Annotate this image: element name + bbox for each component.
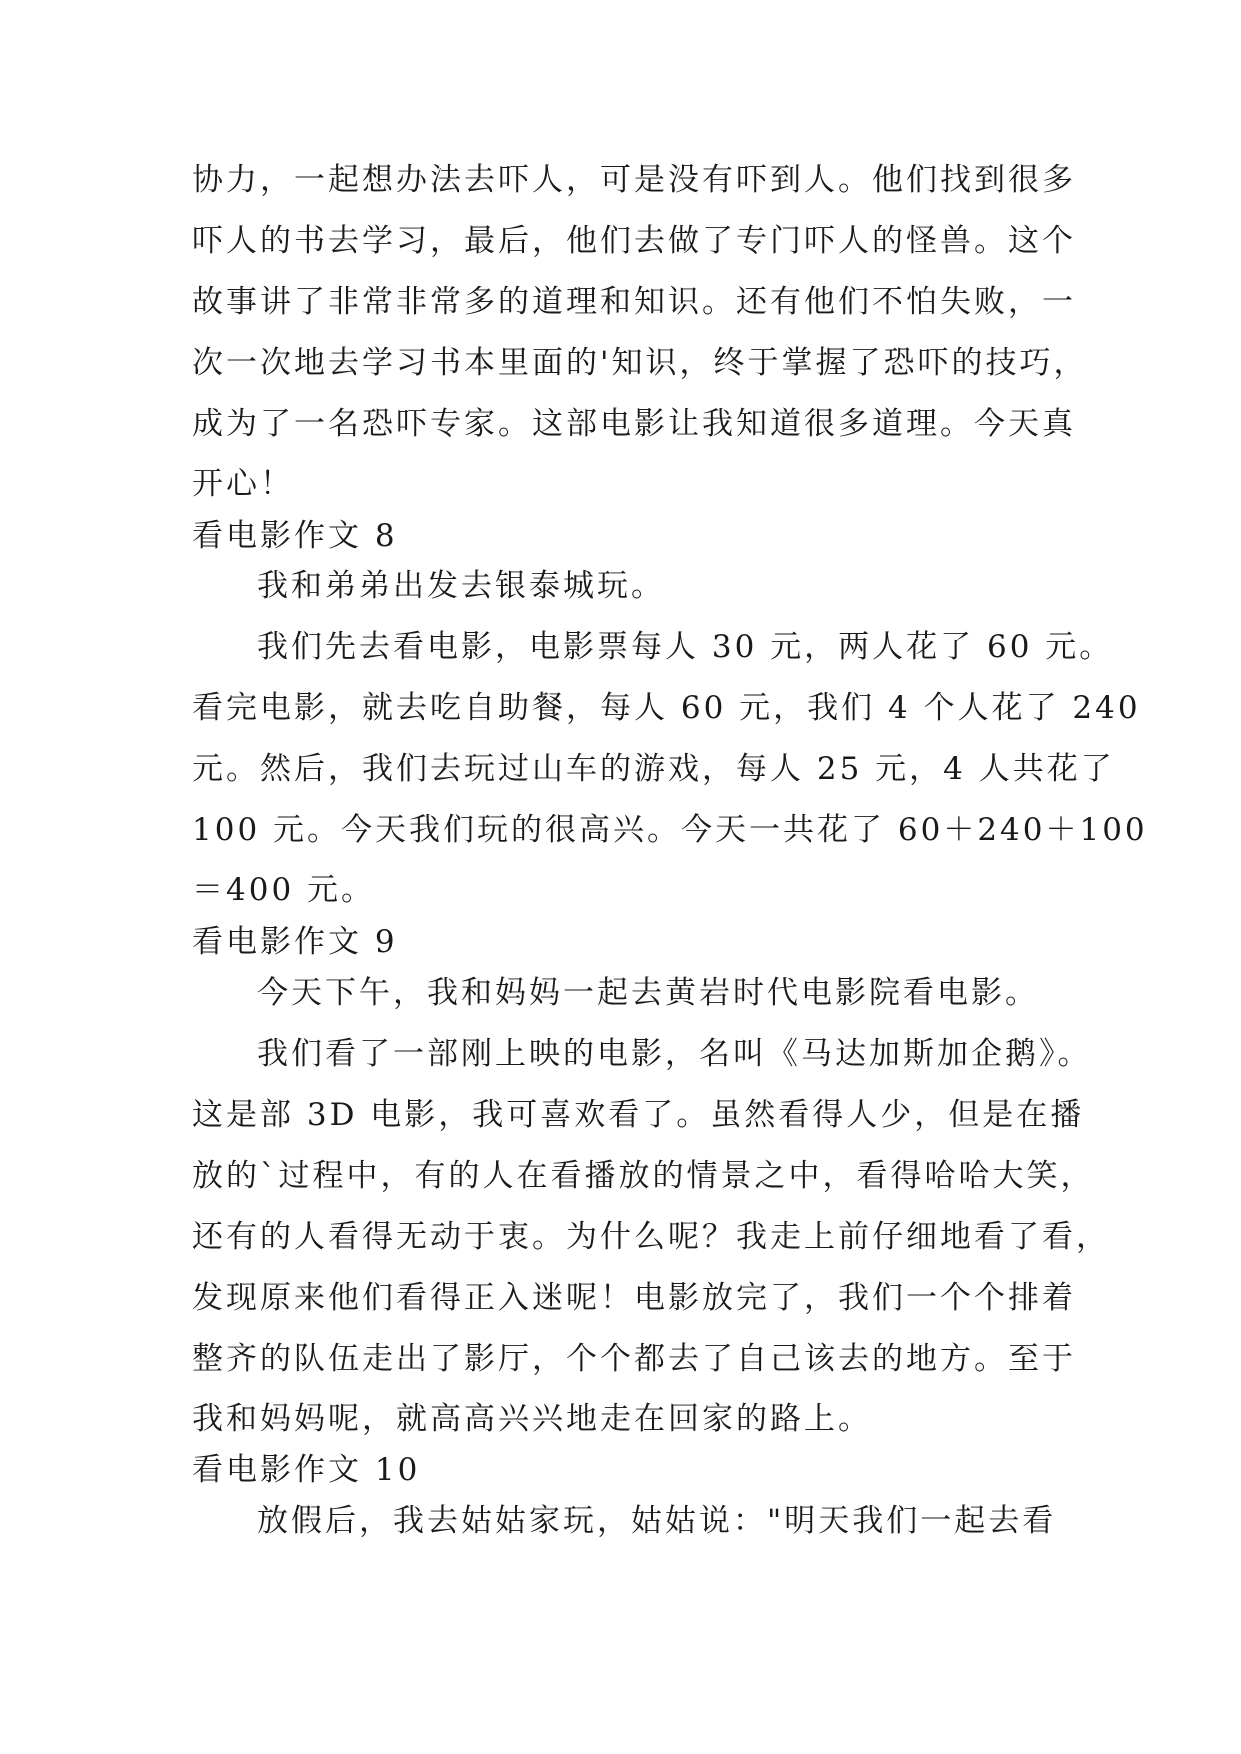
paragraph-line: 成为了一名恐吓专家。这部电影让我知道很多道理。今天真 (192, 406, 1076, 442)
paragraph-line: 发现原来他们看得正入迷呢！电影放完了，我们一个个排着 (192, 1280, 1076, 1316)
section-heading: 看电影作文 8 (192, 518, 398, 554)
paragraph-line: 次一次地去学习书本里面的'知识，终于掌握了恐吓的技巧， (192, 345, 1088, 381)
paragraph-line: 我和弟弟出发去银泰城玩。 (257, 568, 665, 604)
paragraph-line: 放假后，我去姑姑家玩，姑姑说："明天我们一起去看 (257, 1503, 1057, 1539)
paragraph-line: 放的`过程中，有的人在看播放的情景之中，看得哈哈大笑， (192, 1158, 1095, 1194)
paragraph-line: 100 元。今天我们玩的很高兴。今天一共花了 60＋240＋100 (192, 812, 1148, 848)
paragraph-line: 整齐的队伍走出了影厅，个个都去了自己该去的地方。至于 (192, 1341, 1076, 1377)
paragraph-line: 我和妈妈呢，就高高兴兴地走在回家的路上。 (192, 1401, 872, 1437)
paragraph-line: 今天下午，我和妈妈一起去黄岩时代电影院看电影。 (257, 975, 1039, 1011)
paragraph-line: 故事讲了非常非常多的道理和知识。还有他们不怕失败，一 (192, 284, 1076, 320)
paragraph-line: 开心！ (192, 466, 294, 502)
paragraph-line: 这是部 3D 电影，我可喜欢看了。虽然看得人少，但是在播 (192, 1097, 1085, 1133)
paragraph-line: 我们看了一部刚上映的电影，名叫《马达加斯加企鹅》。 (257, 1036, 1092, 1072)
paragraph-line: 元。然后，我们去玩过山车的游戏，每人 25 元，4 人共花了 (192, 751, 1115, 787)
paragraph-line: 看完电影，就去吃自助餐，每人 60 元，我们 4 个人花了 240 (192, 690, 1141, 726)
paragraph-line: 我们先去看电影，电影票每人 30 元，两人花了 60 元。 (257, 629, 1114, 665)
section-heading: 看电影作文 9 (192, 924, 398, 960)
paragraph-line: 还有的人看得无动于衷。为什么呢？我走上前仔细地看了看， (192, 1219, 1110, 1255)
section-heading: 看电影作文 10 (192, 1452, 421, 1488)
paragraph-line: 协力，一起想办法去吓人，可是没有吓到人。他们找到很多 (192, 162, 1076, 198)
paragraph-line: ＝400 元。 (192, 872, 376, 908)
paragraph-line: 吓人的书去学习，最后，他们去做了专门吓人的怪兽。这个 (192, 223, 1076, 259)
